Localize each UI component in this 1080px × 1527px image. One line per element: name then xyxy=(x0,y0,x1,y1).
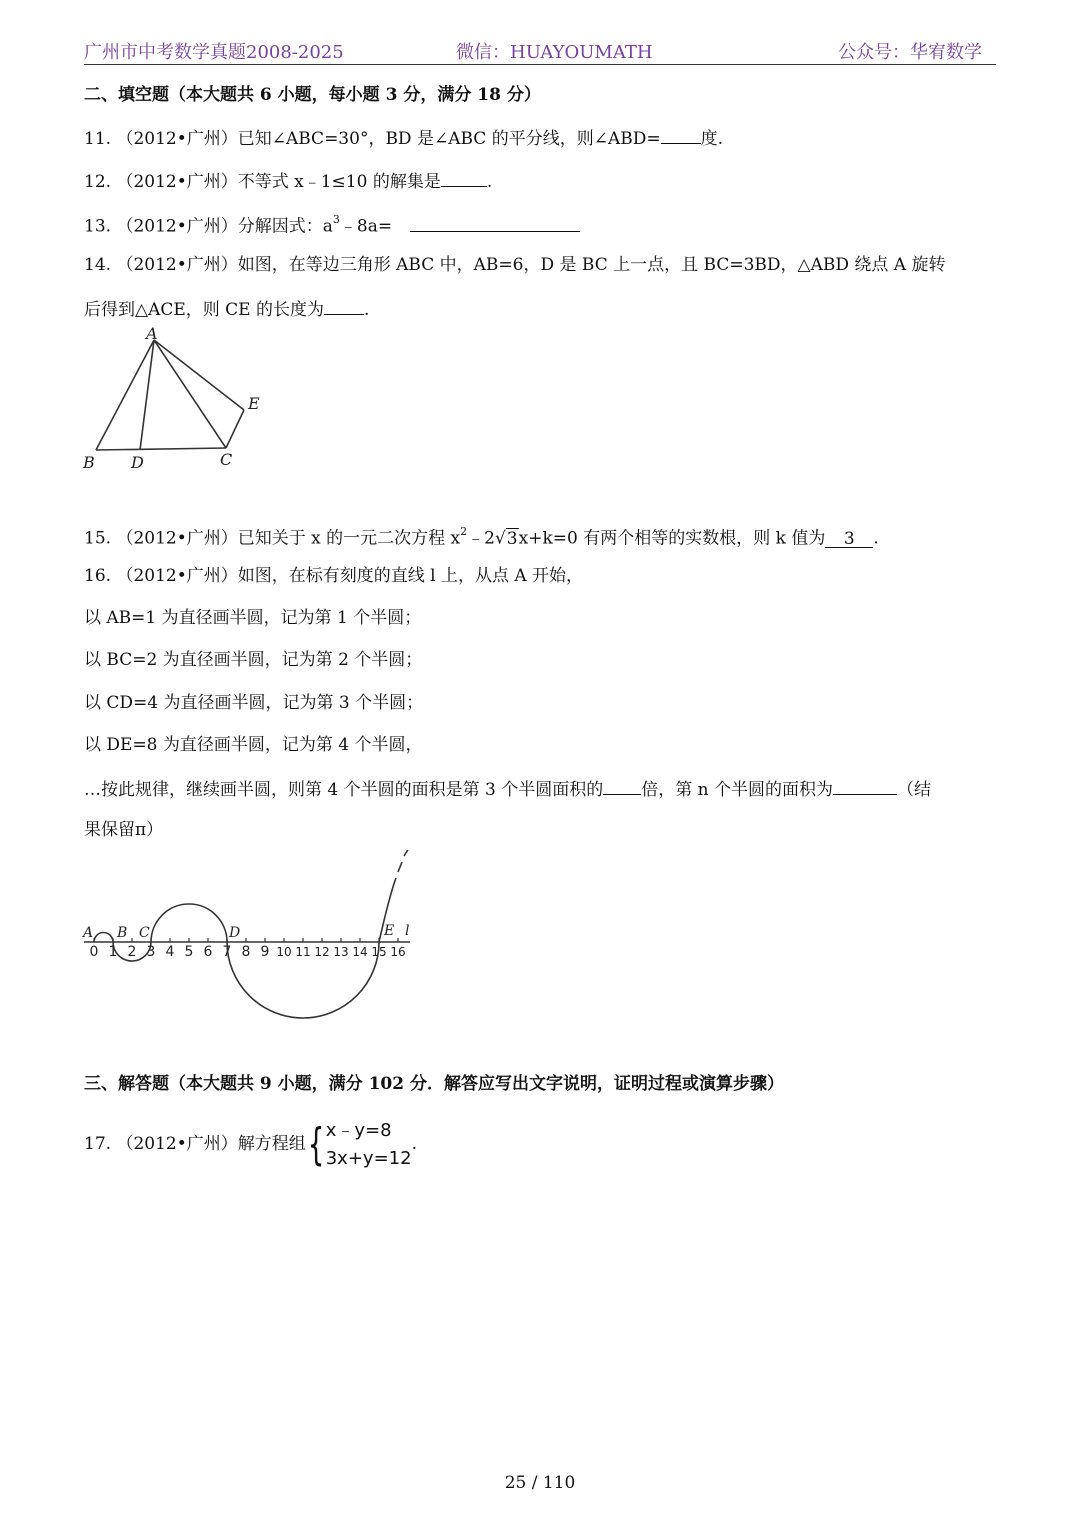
question-12 xyxy=(84,168,492,194)
q12-text: 12. （2012•广州）不等式 x﹣1≤10 的解集是 xyxy=(84,172,441,192)
q15-pre: 15. （2012•广州）已知关于 x 的一元二次方程 x xyxy=(84,528,461,549)
tick-label: 15 xyxy=(371,945,387,959)
tick-label: 10 xyxy=(276,945,292,959)
tick-label: 0 xyxy=(89,944,99,960)
question-17 xyxy=(84,1116,417,1173)
semicircle-5-continuation xyxy=(398,850,409,872)
q11-text: 11. （2012•广州）已知∠ABC=30°，BD 是∠ABC 的平分线，则∠ABD= xyxy=(84,129,661,149)
tick-label: 11 xyxy=(295,945,311,959)
tick-label: 1 xyxy=(108,944,118,960)
point-b: B xyxy=(117,925,128,941)
tick-label: 12 xyxy=(314,945,330,959)
semicircle-figure xyxy=(80,850,420,1030)
q13-rest: ﹣8a= xyxy=(339,216,393,237)
label-a: A xyxy=(146,324,158,343)
question-16-line1: 16. （2012•广州）如图，在标有刻度的直线 l 上，从点 A 开始， xyxy=(84,566,584,586)
tick-label: 14 xyxy=(352,945,368,959)
header-account: 公众号：华宥数学 xyxy=(838,42,982,63)
q14-blank xyxy=(324,296,364,315)
section2-title: 二、填空题（本大题共 6 小题，每小题 3 分，满分 18 分） xyxy=(84,85,541,105)
point-a: A xyxy=(83,925,94,941)
question-13 xyxy=(84,210,580,239)
q16-blank-1 xyxy=(603,776,641,795)
tick-label: 6 xyxy=(203,944,213,960)
q17-tail: . xyxy=(411,1134,417,1154)
q13-text: 13. （2012•广州）分解因式：a xyxy=(84,216,333,237)
q15-answer: 3 xyxy=(825,527,873,548)
label-e: E xyxy=(248,394,260,413)
tick-label: 8 xyxy=(241,944,251,960)
header-wechat: 微信：HUAYOUMATH xyxy=(456,42,653,63)
q16-text-b: 倍，第 n 个半圆的面积为 xyxy=(641,780,834,800)
q13-blank xyxy=(410,213,580,232)
equation-1: x﹣y=8 xyxy=(325,1119,392,1141)
triangle-figure xyxy=(80,322,280,477)
point-e: E xyxy=(384,923,395,939)
q15-mid: ﹣2 xyxy=(467,528,495,549)
tick-label: 2 xyxy=(127,944,137,960)
q16-blank-2 xyxy=(833,776,897,795)
label-d: D xyxy=(131,453,144,472)
point-c: C xyxy=(139,925,150,941)
tick-label: 4 xyxy=(165,944,175,960)
question-14-line1: 14. （2012•广州）如图，在等边三角形 ABC 中，AB=6，D 是 BC 上一点，且 BC=3BD，△ABD 绕点 A 旋转 xyxy=(84,255,946,275)
tick-label: 3 xyxy=(146,944,156,960)
page-header xyxy=(84,38,996,65)
q12-blank xyxy=(441,168,487,187)
question-16-line7: 果保留π） xyxy=(84,820,164,840)
segment-ab xyxy=(96,340,154,450)
question-11 xyxy=(84,125,723,151)
question-16-line3: 以 BC=2 为直径画半圆，记为第 2 个半圆； xyxy=(84,650,423,670)
tick-label: 7 xyxy=(222,944,232,960)
question-15: 15. （2012•广州）已知关于 x 的一元二次方程 $x^2﹣2√3x+k=0$ 有两个相等的实数根，则 k 值为 3 . xyxy=(84,525,879,549)
q14-tail: . xyxy=(364,300,370,320)
q15-exponent: 2 xyxy=(460,525,468,538)
segment-bc xyxy=(96,448,226,450)
header-title: 广州市中考数学真题2008-2025 xyxy=(84,42,344,63)
tick-label: 5 xyxy=(184,944,194,960)
tick-label: 9 xyxy=(260,944,270,960)
semicircle-3 xyxy=(151,904,227,942)
tick-label: 13 xyxy=(333,945,349,959)
semicircle-1 xyxy=(94,933,113,943)
q14-text: 后得到△ACE，则 CE 的长度为 xyxy=(84,300,324,320)
q13-exponent: 3 xyxy=(332,213,340,226)
tick-label: 16 xyxy=(390,945,406,959)
segment-ae xyxy=(154,340,244,410)
question-16-line4: 以 CD=4 为直径画半圆，记为第 3 个半圆； xyxy=(84,693,424,713)
q17-text: 17. （2012•广州）解方程组 xyxy=(84,1134,306,1154)
line-label-l: l xyxy=(405,923,410,939)
q15-radicand: 3 xyxy=(506,528,518,549)
label-b: B xyxy=(83,453,95,472)
q12-tail: . xyxy=(486,172,493,192)
q11-tail: 度. xyxy=(700,129,724,149)
segment-ce xyxy=(226,410,244,448)
point-d: D xyxy=(229,925,241,941)
segment-ac xyxy=(154,340,226,448)
section3-title: 三、解答题（本大题共 9 小题，满分 102 分．解答应写出文字说明，证明过程或演算步骤） xyxy=(84,1074,784,1094)
question-14-line2 xyxy=(84,296,369,322)
q15-tail: . xyxy=(873,528,879,549)
q16-text-a: …按此规律，继续画半圆，则第 4 个半圆的面积是第 3 个半圆面积的 xyxy=(84,780,604,800)
question-16-line6 xyxy=(84,776,931,802)
q16-text-c: （结 xyxy=(897,780,932,800)
q15-post: x+k=0 有两个相等的实数根，则 k 值为 xyxy=(518,528,826,549)
page-number: 25 / 110 xyxy=(504,1473,576,1493)
equation-system: { x﹣y=8 3x+y=12 xyxy=(306,1117,412,1173)
equation-2: 3x+y=12 xyxy=(325,1147,412,1169)
question-16-line2: 以 AB=1 为直径画半圆，记为第 1 个半圆； xyxy=(84,608,422,628)
question-16-line5: 以 DE=8 为直径画半圆，记为第 4 个半圆， xyxy=(84,735,423,755)
q11-blank xyxy=(661,125,701,144)
segment-ad xyxy=(140,340,154,450)
label-c: C xyxy=(220,450,233,469)
